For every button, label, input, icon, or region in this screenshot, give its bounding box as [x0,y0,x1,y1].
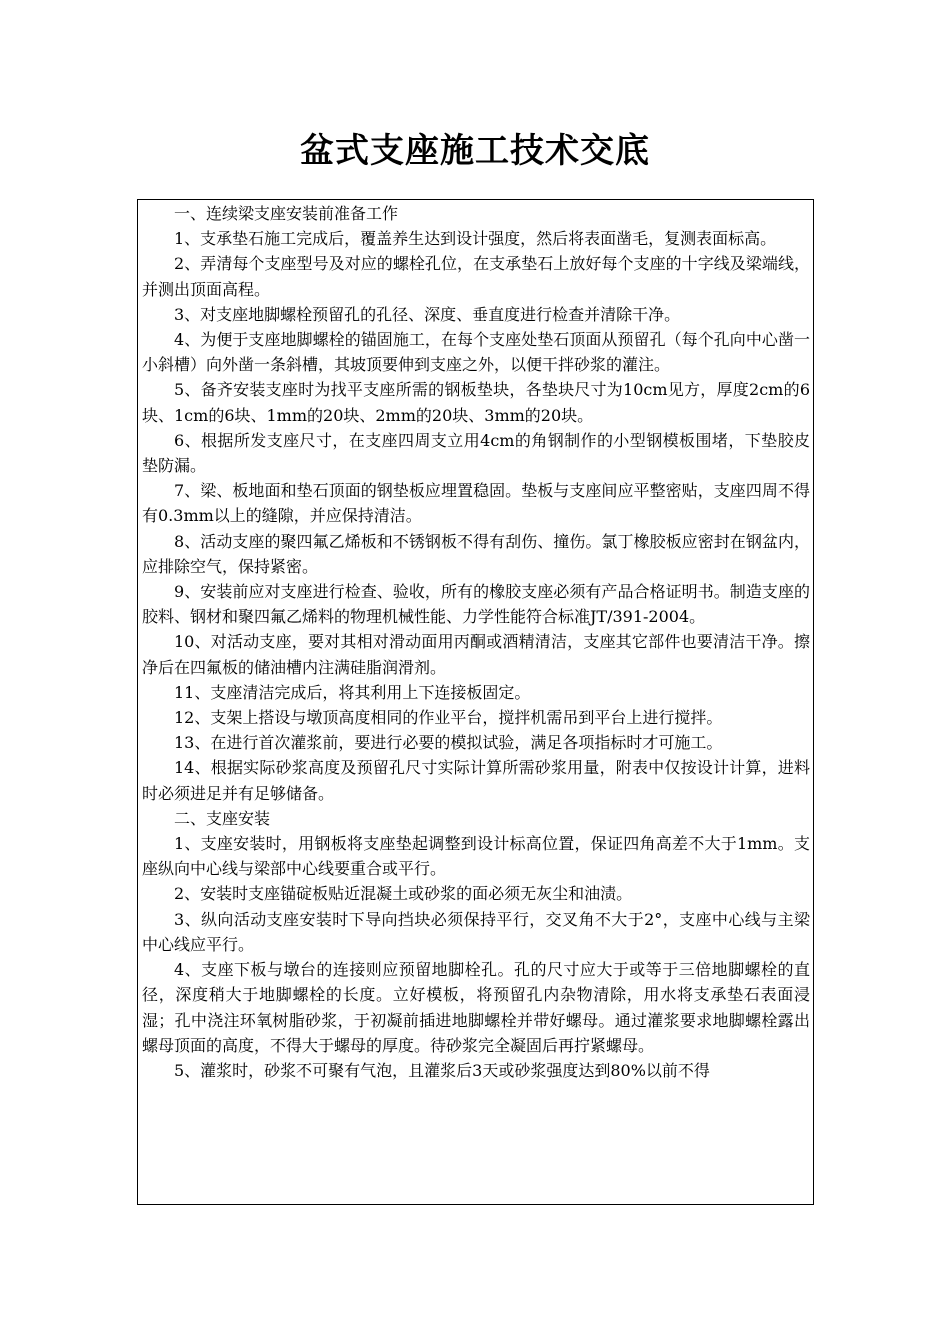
paragraph-item: 3、纵向活动支座安装时下导向挡块必须保持平行，交叉角不大于2°，支座中心线与主梁中心线应平行。 [142,909,810,954]
paragraph-item: 10、对活动支座，要对其相对滑动面用丙酮或酒精清洁，支座其它部件也要清洁干净。擦净后在四氟板的储油槽内注满硅脂润滑剂。 [142,632,810,677]
paragraph-item: 3、对支座地脚螺栓预留孔的孔径、深度、垂直度进行检查并清除干净。 [174,304,681,324]
paragraph-item: 7、梁、板地面和垫石顶面的钢垫板应埋置稳固。垫板与支座间应平整密贴，支座四周不得有0.3mm以上的缝隙，并应保持清洁。 [142,481,810,526]
paragraph-item: 9、安装前应对支座进行检查、验收，所有的橡胶支座必须有产品合格证明书。制造支座的胶料、钢材和聚四氟乙烯料的物理机械性能、力学性能符合标准JT/391-2004。 [142,582,810,627]
paragraph-item: 6、根据所发支座尺寸，在支座四周支立用4cm的角钢制作的小型钢模板围堵，下垫胶皮垫防漏。 [142,430,810,476]
paragraph-item: 1、支承垫石施工完成后，覆盖养生达到设计强度，然后将表面凿毛，复测表面标高。 [174,229,777,249]
paragraph-item: 8、活动支座的聚四氟乙烯板和不锈钢板不得有刮伤、撞伤。氯丁橡胶板应密封在钢盆内，应排除空气，保持紧密。 [142,531,810,576]
paragraph-item: 14、根据实际砂浆高度及预留孔尺寸实际计算所需砂浆用量，附表中仅按设计计算，进料时必须进足并有足够储备。 [142,758,810,803]
paragraph-item: 1、支座安装时，用钢板将支座垫起调整到设计标高位置，保证四角高差不大于1mm。支座纵向中心线与梁部中心线要重合或平行。 [142,834,810,879]
paragraph-item: 5、灌浆时，砂浆不可聚有气泡，且灌浆后3天或砂浆强度达到80%以前不得 [174,1060,710,1080]
paragraph-item: 13、在进行首次灌浆前，要进行必要的模拟试验，满足各项指标时才可施工。 [174,733,723,753]
paragraph-item: 4、支座下板与墩台的连接则应预留地脚栓孔。孔的尺寸应大于或等于三倍地脚螺栓的直径，深度稍大于地脚螺栓的长度。立好模板，将预留孔内杂物清除，用水将支承垫石表面浸湿；孔中浇注环氧树脂砂浆，于初凝前插进地脚螺栓并带好螺母。通过灌浆要求地脚螺栓露出螺母顶面的高度，不得大于螺母的厚度。待砂浆完全凝固后再拧紧螺母。 [142,960,810,1055]
section-heading-preparation: 一、连续梁支座安装前准备工作 [174,204,399,223]
page-title: 盆式支座施工技术交底 [300,131,650,171]
paragraph-item: 2、弄清每个支座型号及对应的螺栓孔位，在支承垫石上放好每个支座的十字线及梁端线，并测出顶面高程。 [142,254,810,299]
disclosure-content-box [137,199,814,1205]
section-heading-installation: 二、支座安装 [174,808,271,828]
paragraph-item: 2、安装时支座锚碇板贴近混凝土或砂浆的面必须无灰尘和油渍。 [174,884,633,904]
paragraph-item: 4、为便于支座地脚螺栓的锚固施工，在每个支座处垫石顶面从预留孔（每个孔向中心凿一小斜槽）向外凿一条斜槽，其坡顶要伸到支座之外，以便干拌砂浆的灌注。 [142,330,810,375]
paragraph-item: 11、支座清洁完成后，将其利用上下连接板固定。 [174,682,531,702]
paragraph-item: 5、备齐安装支座时为找平支座所需的钢板垫块，各垫块尺寸为10cm见方，厚度2cm的6块、1cm的6块、1mm的20块、2mm的20块、3mm的20块。 [142,380,810,425]
paragraph-item: 12、支架上搭设与墩顶高度相同的作业平台，搅拌机需吊到平台上进行搅拌。 [174,708,723,728]
